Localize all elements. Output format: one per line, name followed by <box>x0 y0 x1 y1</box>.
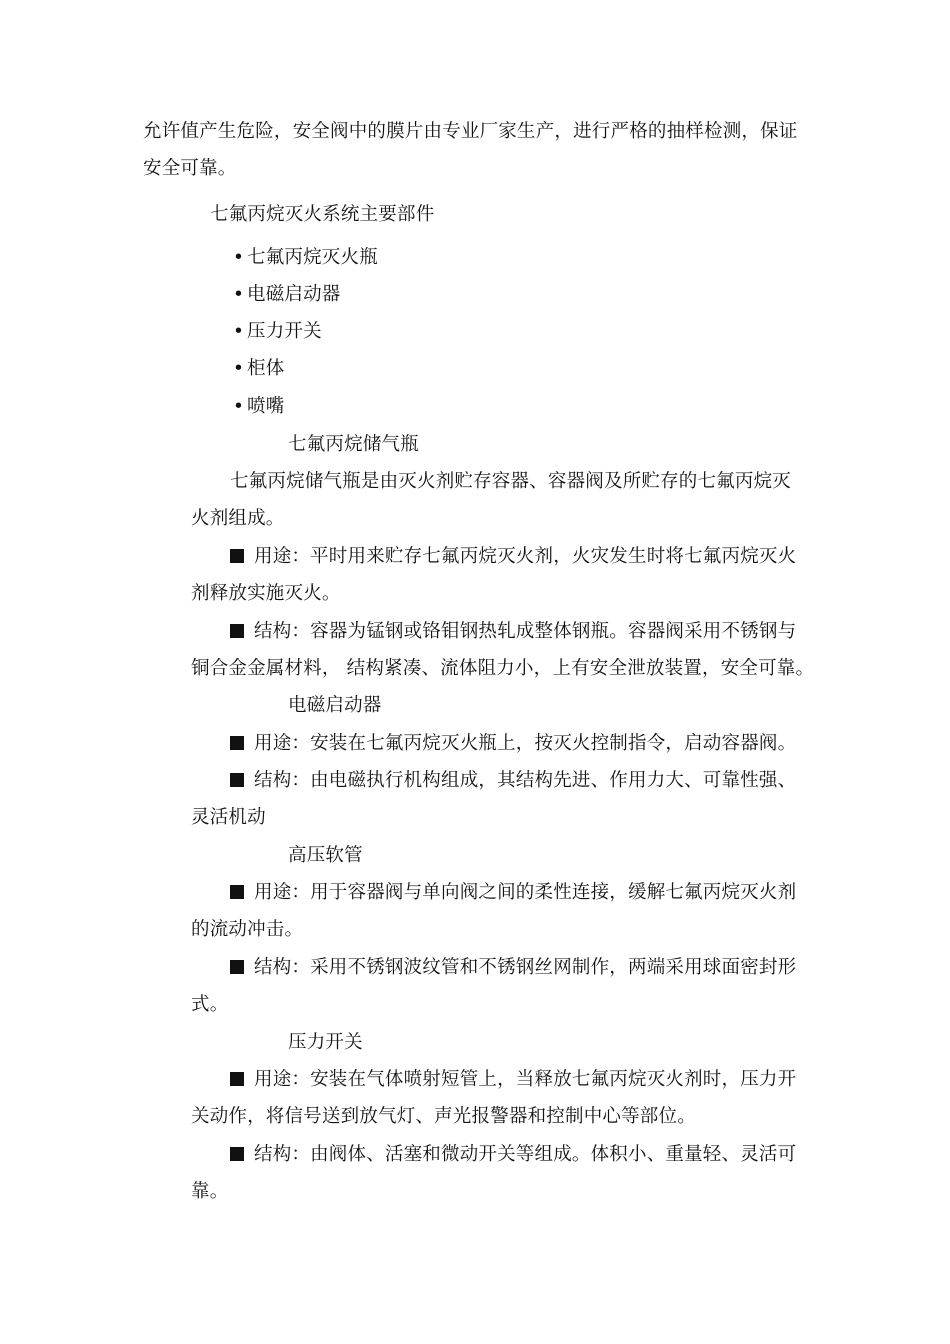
bullet-icon: • <box>233 247 245 268</box>
component-item-label: 压力开关 <box>247 321 322 342</box>
square-bullet-icon <box>230 885 244 899</box>
pressure-switch-structure-line-2: 靠。 <box>191 1181 229 1202</box>
solenoid-structure-text: 结构：由电磁执行机构组成，其结构先进、作用力大、可靠性强、 <box>254 770 797 791</box>
component-item <box>233 320 322 344</box>
square-bullet-icon <box>230 1072 244 1086</box>
square-bullet-icon <box>230 773 244 787</box>
components-heading: 七氟丙烷灭火系统主要部件 <box>210 204 435 225</box>
pressure-switch-structure-text: 结构：由阀体、活塞和微动开关等组成。体积小、重量轻、灵活可 <box>254 1144 797 1165</box>
bullet-icon: • <box>233 396 245 417</box>
square-bullet-icon <box>230 736 244 750</box>
cylinder-structure-text: 结构：容器为锰钢或铬钼钢热轧成整体钢瓶。容器阀采用不锈钢与 <box>254 621 797 642</box>
pressure-switch-structure-line-1 <box>230 1143 796 1167</box>
component-item-label: 柜体 <box>247 358 285 379</box>
square-bullet-icon <box>230 1147 244 1161</box>
cylinder-heading: 七氟丙烷储气瓶 <box>288 434 419 455</box>
solenoid-use-text: 用途：安装在七氟丙烷灭火瓶上，按灭火控制指令，启动容器阀。 <box>254 733 797 754</box>
hose-structure-line-1 <box>230 956 796 980</box>
cylinder-structure-line-1 <box>230 620 796 644</box>
hose-structure-line-2: 式。 <box>191 994 229 1015</box>
hose-use-text: 用途：用于容器阀与单向阀之间的柔性连接，缓解七氟丙烷灭火剂 <box>254 882 797 903</box>
bullet-icon: • <box>233 321 245 342</box>
hose-structure-text: 结构：采用不锈钢波纹管和不锈钢丝网制作，两端采用球面密封形 <box>254 957 797 978</box>
cylinder-use-text: 用途：平时用来贮存七氟丙烷灭火剂，火灾发生时将七氟丙烷灭火 <box>254 546 797 567</box>
pressure-switch-heading: 压力开关 <box>288 1032 363 1053</box>
bullet-icon: • <box>233 284 245 305</box>
hose-use-line-2: 的流动冲击。 <box>191 919 304 940</box>
cylinder-structure-line-2: 铜合金金属材料， 结构紧凑、流体阻力小，上有安全泄放装置，安全可靠。 <box>191 658 815 679</box>
component-item <box>233 357 284 381</box>
component-item <box>233 283 341 307</box>
component-item-label: 电磁启动器 <box>247 284 341 305</box>
solenoid-structure-line-1 <box>230 769 796 793</box>
pressure-switch-use-text: 用途：安装在气体喷射短管上，当释放七氟丙烷灭火剂时，压力开 <box>254 1069 797 1090</box>
solenoid-use-line-1 <box>230 732 796 756</box>
cylinder-use-line-1 <box>230 545 796 569</box>
hose-use-line-1 <box>230 881 796 905</box>
square-bullet-icon <box>230 624 244 638</box>
component-item <box>233 246 378 270</box>
intro-line-2: 安全可靠。 <box>143 158 237 179</box>
component-item-label: 喷嘴 <box>247 396 285 417</box>
cylinder-desc-line-1: 七氟丙烷储气瓶是由灭火剂贮存容器、容器阀及所贮存的七氟丙烷灭 <box>230 471 792 492</box>
bullet-icon: • <box>233 358 245 379</box>
hose-heading: 高压软管 <box>288 845 363 866</box>
solenoid-structure-line-2: 灵活机动 <box>191 807 266 828</box>
pressure-switch-use-line-2: 关动作，将信号送到放气灯、声光报警器和控制中心等部位。 <box>191 1106 696 1127</box>
pressure-switch-use-line-1 <box>230 1068 796 1092</box>
cylinder-use-line-2: 剂释放实施灭火。 <box>191 583 341 604</box>
square-bullet-icon <box>230 960 244 974</box>
component-item <box>233 395 284 419</box>
intro-line-1: 允许值产生危险，安全阀中的膜片由专业厂家生产，进行严格的抽样检测，保证 <box>143 121 798 142</box>
solenoid-heading: 电磁启动器 <box>288 695 382 716</box>
cylinder-desc-line-2: 火剂组成。 <box>191 508 285 529</box>
component-item-label: 七氟丙烷灭火瓶 <box>247 247 378 268</box>
square-bullet-icon <box>230 549 244 563</box>
